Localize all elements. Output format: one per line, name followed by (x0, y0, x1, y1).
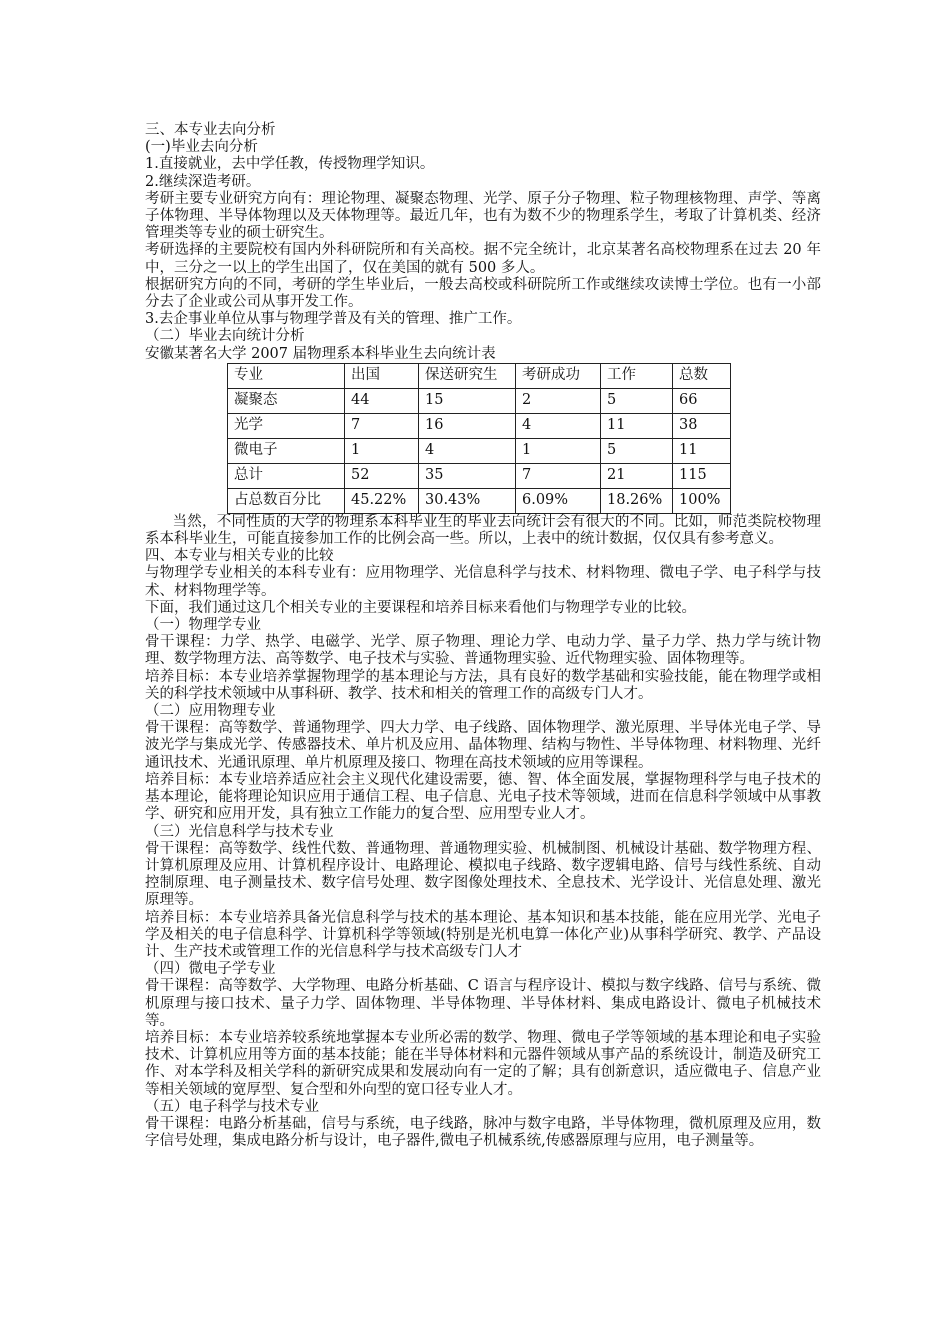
subsection-physics: （一）物理学专业 (145, 617, 261, 634)
optical-information-core-courses: 骨干课程：高等数学、线性代数、普通物理、普通物理实验、机械制图、机械设计基础、数学物理方程、计算机原理及应用、计算机程序设计、电路理论、模拟电子线路、数字逻辑电路、信号与线性系统、自动控制原理、电子测量技术、数字信号处理、数字图像处理技术、全息技术、光学设计、光信息处理、激光原理等。 (145, 840, 821, 909)
table-cell: 30.43% (419, 488, 516, 513)
table-cell: 1 (345, 438, 419, 463)
paragraph-related-majors: 与物理学专业相关的本科专业有：应用物理学、光信息科学与技术、材料物理、微电子学、电子科学与技术、材料物理学等。 (145, 565, 821, 599)
header-cell-abroad: 出国 (345, 363, 419, 388)
subsection-applied-physics: （二）应用物理专业 (145, 703, 276, 720)
header-cell-total: 总数 (673, 363, 731, 388)
subsection-statistics: （二）毕业去向统计分析 (145, 328, 305, 345)
table-cell: 38 (673, 413, 731, 438)
paragraph-target-schools: 考研选择的主要院校有国内外科研院所和有关高校。据不完全统计，北京某著名高校物理系在过去 20 年中，三分之一以上的学生出国了，仅在美国的就有 500 多人。 (145, 242, 821, 276)
table-cell: 18.26% (601, 488, 673, 513)
microelectronics-training-goal: 培养目标：本专业培养较系统地掌握本专业所必需的数学、物理、微电子学等领域的基本理论和电子实验技术、计算机应用等方面的基本技能；能在半导体材料和元器件领域从事产品的系统设计，制造及研究工作、对本学科及相关学科的新研究成果和发展动向有一定的了解；具有创新意识，适应微电子、信息产业等相关领域的宽厚型、复合型和外向型的宽口径专业人才。 (145, 1029, 821, 1098)
physics-core-courses: 骨干课程：力学、热学、电磁学、光学、原子物理、理论力学、电动力学、量子力学、热力学与统计物理、数学物理方法、高等数学、电子技术与实验、普通物理实验、近代物理实验、固体物理等。 (145, 634, 821, 668)
header-cell-work: 工作 (601, 363, 673, 388)
electronic-science-core-courses: 骨干课程：电路分析基础，信号与系统，电子线路，脉冲与数字电路，半导体物理，微机原理及应用，数字信号处理，集成电路分析与设计，电子器件,微电子机械系统,传感器原理与应用，电子测量等。 (145, 1115, 821, 1150)
document-page (145, 122, 821, 1150)
table-cell: 凝聚态 (228, 388, 345, 413)
table-cell: 15 (419, 388, 516, 413)
table-cell: 7 (516, 463, 601, 488)
section-4-heading: 四、本专业与相关专业的比较 (145, 548, 334, 565)
table-cell: 5 (601, 438, 673, 463)
table-cell: 115 (673, 463, 731, 488)
table-row (228, 388, 731, 413)
table-cell: 6.09% (516, 488, 601, 513)
table-cell: 2 (516, 388, 601, 413)
table-cell: 4 (516, 413, 601, 438)
table-cell: 微电子 (228, 438, 345, 463)
paragraph-comparison-intro: 下面，我们通过这几个相关专业的主要课程和培养目标来看他们与物理学专业的比较。 (145, 599, 696, 616)
table-cell: 1 (516, 438, 601, 463)
table-cell: 52 (345, 463, 419, 488)
paragraph-table-remark: 当然，不同性质的大学的物理系本科毕业生的毕业去向统计会有很大的不同。比如，师范类院校物理系本科毕业生，可能直接参加工作的比例会高一些。所以，上表中的统计数据，仅仅具有参考意义。 (145, 513, 821, 548)
table-cell: 35 (419, 463, 516, 488)
table-cell: 44 (345, 388, 419, 413)
table-cell: 11 (673, 438, 731, 463)
table-cell: 66 (673, 388, 731, 413)
table-cell: 4 (419, 438, 516, 463)
optical-information-training-goal: 培养目标：本专业培养具备光信息科学与技术的基本理论、基本知识和基本技能，能在应用光学、光电子学及相关的电子信息科学、计算机科学等领域(特别是光机电算一体化产业)从事科学研究、教学、产品设计、生产技术或管理工作的光信息科学与技术高级专门人才 (145, 909, 821, 960)
header-cell-major: 专业 (228, 363, 345, 388)
table-cell: 总计 (228, 463, 345, 488)
table-header-row (228, 363, 731, 388)
table-cell: 16 (419, 413, 516, 438)
table-cell: 5 (601, 388, 673, 413)
table-cell: 光学 (228, 413, 345, 438)
list-item-employment: 1.直接就业，去中学任教，传授物理学知识。 (145, 156, 435, 173)
destination-statistics-table (227, 363, 731, 514)
subsection-graduation-destination: (一)毕业去向分析 (145, 139, 258, 156)
table-row (228, 413, 731, 438)
subsection-electronic-science: （五）电子科学与技术专业 (145, 1098, 319, 1115)
list-item-enterprise-work: 3.去企事业单位从事与物理学普及有关的管理、推广工作。 (145, 311, 522, 328)
header-cell-recommended: 保送研究生 (419, 363, 516, 388)
paragraph-after-graduation: 根据研究方向的不同，考研的学生毕业后，一般去高校或科研院所工作或继续攻读博士学位。也有一小部分去了企业或公司从事开发工作。 (145, 276, 821, 311)
header-cell-exam-success: 考研成功 (516, 363, 601, 388)
microelectronics-core-courses: 骨干课程：高等数学、大学物理、电路分析基础、C 语言与程序设计、模拟与数字线路、信号与系统、微机原理与接口技术、量子力学、固体物理、半导体物理、半导体材料、集成电路设计、微电子机械技术等。 (145, 978, 821, 1029)
table-caption: 安徽某著名大学 2007 届物理系本科毕业生去向统计表 (145, 345, 496, 362)
table-cell: 7 (345, 413, 419, 438)
table-cell: 21 (601, 463, 673, 488)
paragraph-research-directions: 考研主要专业研究方向有：理论物理、凝聚态物理、光学、原子分子物理、粒子物理核物理、声学、等离子体物理、半导体物理以及天体物理等。最近几年，也有为数不少的物理系学生，考取了计算机类、经济管理类等专业的硕士研究生。 (145, 190, 821, 242)
table-row (228, 488, 731, 513)
table-cell: 45.22% (345, 488, 419, 513)
subsection-microelectronics: （四）微电子学专业 (145, 961, 276, 978)
applied-physics-training-goal: 培养目标：本专业培养适应社会主义现代化建设需要，德、智、体全面发展，掌握物理科学与电子技术的基本理论，能将理论知识应用于通信工程、电子信息、光电子技术等领域，进而在信息科学领域中从事教学、研究和应用开发，具有独立工作能力的复合型、应用型专业人才。 (145, 771, 821, 823)
physics-training-goal: 培养目标：本专业培养掌握物理学的基本理论与方法，具有良好的数学基础和实验技能，能在物理学或相关的科学技术领域中从事科研、教学、技术和相关的管理工作的高级专门人才。 (145, 668, 821, 702)
subsection-optical-information: （三）光信息科学与技术专业 (145, 823, 334, 840)
table-cell: 100% (673, 488, 731, 513)
table-row (228, 438, 731, 463)
table-row (228, 463, 731, 488)
list-item-graduate-study: 2.继续深造考研。 (145, 173, 261, 190)
applied-physics-core-courses: 骨干课程：高等数学、普通物理学、四大力学、电子线路、固体物理学、激光原理、半导体光电子学、导波光学与集成光学、传感器技术、单片机及应用、晶体物理、结构与物性、半导体物理、材料物理、光纤通讯技术、光通讯原理、单片机原理及接口、物理在高技术领域的应用等课程。 (145, 720, 821, 771)
table-cell: 占总数百分比 (228, 488, 345, 513)
section-3-heading: 三、本专业去向分析 (145, 122, 276, 138)
table-cell: 11 (601, 413, 673, 438)
